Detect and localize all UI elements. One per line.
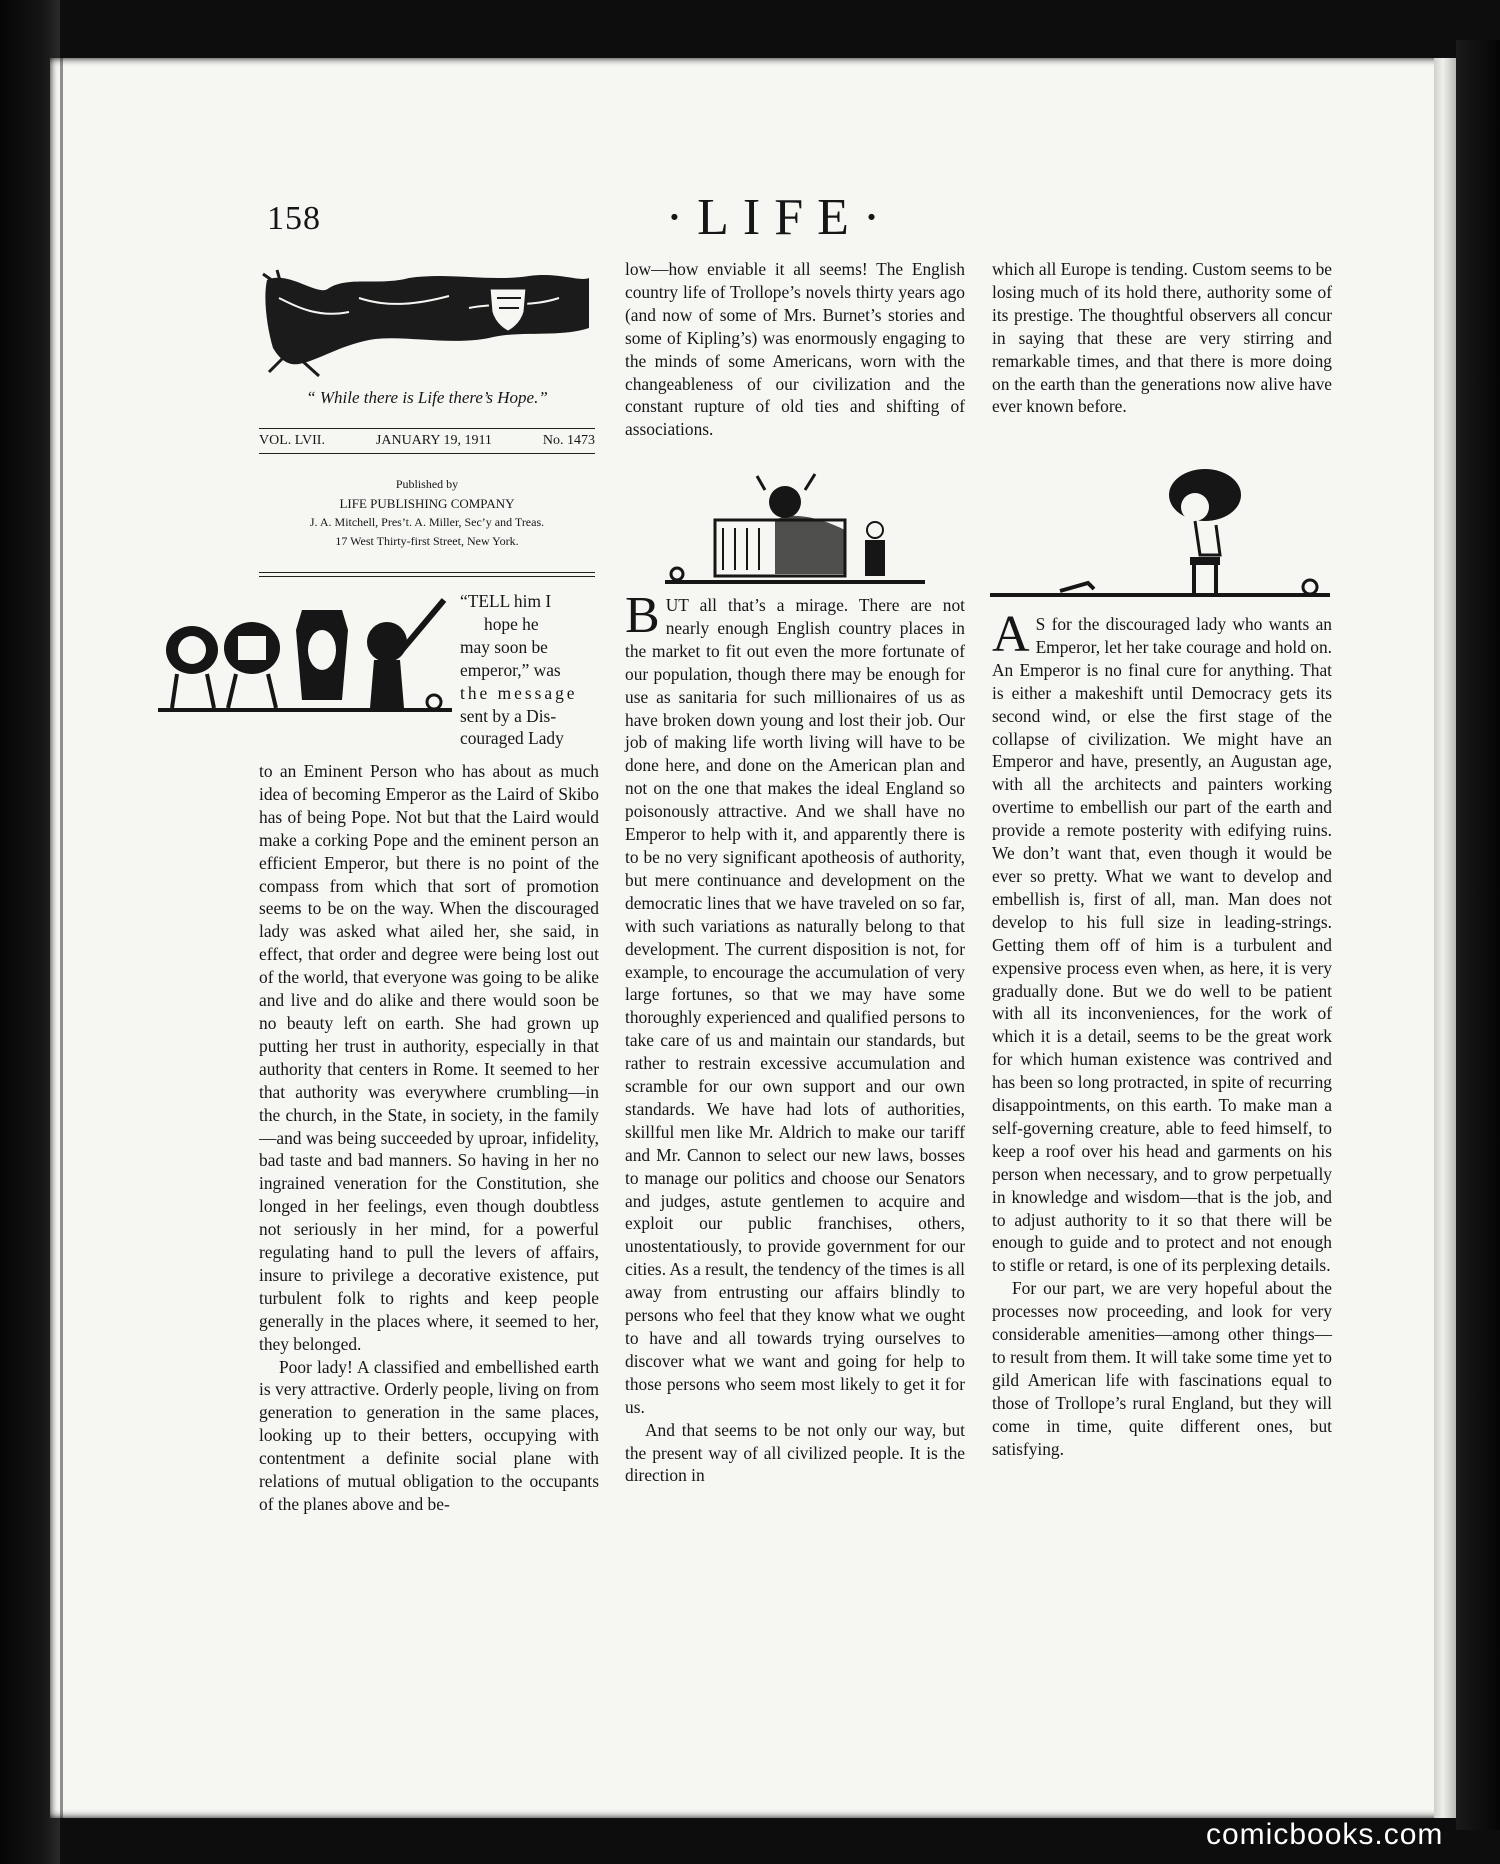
paragraph: Poor lady! A classified and embellished earth is very attractive. Orderly people, living on from generation to generation in the same places, looking up to their betters, occupying with contentment a definite social plane with relations of mutual obligation to the occupants of the planes above and be- (259, 1356, 599, 1514)
motto: “ While there is Life there’s Hope.” (306, 388, 548, 407)
paragraph: to an Eminent Person who has about as much idea of becoming Emperor as the Laird of Skibo has of being Pope. Not but that the Laird would make a corking Pope and the eminent person an efficient Emperor, but there is no point of the compass from which that sort of promotion seems to be on the way. When the discouraged lady was asked what ailed her, she said, in effect, that order and degree were being lost out of the world, that everyone was going to be alike and live and do alike and there would soon be no beauty left on earth. She had grown up putting her trust in authority, especially in that authority that centers in Rome. It seemed to her that authority was everywhere crumbling—in the church, in the State, in society, in the family—and was being succeeded by uproar, infidelity, bad taste and bad manners. So having in her no ingrained veneration for the Constitution, she longed in her feelings, even though doubtless not seriously in her mind, for a powerful regulating hand to pull the levers of affairs, insure to privilege a decorative existence, put turbulent folk to rights and keep people generally in the places where, it seemed to her, they belonged. (259, 761, 599, 1354)
page-right-edge (1434, 58, 1456, 1818)
volume-number: VOL. LVII. (259, 433, 325, 448)
lady-on-stool-illustration (990, 465, 1330, 605)
issue-date: JANUARY 19, 1911 (375, 433, 492, 448)
drop-cap: B (625, 587, 660, 644)
column-2 (625, 587, 966, 1487)
paragraph (992, 606, 1332, 1277)
masthead-title: ·LIFE· (665, 189, 895, 246)
column-3-top (992, 258, 1332, 418)
spine-line (60, 58, 63, 1818)
volume-line (259, 428, 595, 454)
publisher-name: LIFE PUBLISHING COMPANY (339, 496, 515, 511)
paragraph: And that seems to be not only our way, but the present way of all civilized people. It is the direction in (625, 1419, 965, 1486)
publisher-address: 17 West Thirty-first Street, New York. (335, 534, 519, 548)
opening-line: hope he (484, 613, 539, 634)
column-1 (259, 760, 599, 1516)
paragraph: For our part, we are very hopeful about the processes now proceeding, and look for very considerable amenities—among other things—to result from them. It will take some time yet to gild American life with fascinations equal to those of Trollope’s rural England, but they will come in time, quite different ones, but satisfying. (992, 1278, 1332, 1459)
opening-lines (460, 590, 600, 750)
opening-line: couraged Lady (460, 728, 564, 749)
opening-line: “TELL him I (460, 591, 552, 611)
opening-line: the message (460, 682, 578, 703)
page-number: 158 (267, 200, 321, 237)
paragraph: which all Europe is tending. Custom seems to be losing much of its hold there, authority some of its prestige. The thoughtful observers all concur in saying that these are very stirring and remarkable times, and that there is more doing on the earth than the generations now alive have ever known before. (992, 259, 1332, 417)
opening-line: sent by a Dis- (460, 705, 557, 726)
paragraph (625, 587, 966, 1419)
header-rule (259, 572, 595, 577)
column-2-top (625, 258, 965, 441)
publisher-officers: J. A. Mitchell, Pres’t. A. Miller, Sec’y and Treas. (309, 515, 545, 529)
paragraph-text: S for the discouraged lady who wants an Emperor, let her take courage and hold on. An Emperor is no final cure for anything. That is either a makeshift until Democracy gets its second wind, or else the first stage of the collapse of civilization. We might have an Emperor and have, presently, an Augustan age, with all the architects and painters working overtime to embellish our part of the earth and provide a remote posterity with edifying ruins. We don’t want that, even though it would be ever so pretty. What we want to develop and embellish is, first of all, man. Man does not develop to his full size in leading-strings. Getting them off of him is a turbulent and expensive process even when, as here, it is very gradually done. But we do well to be patient with all its inconveniences, for the work of which it is a detail, seems to be the great work for which human existence was contrived and has been so long protracted, in spite of recurring disappointments, on this earth. To make man a self-governing creature, able to feed himself, to keep a roof over his head and garments on his person when necessary, and to grow perpetually in knowledge and wisdom—that is the job, and to adjust authority to it so that there will be enough to guide and to protect and not enough to stifle or retard, is one of its perplexing details. (992, 614, 1332, 1276)
paragraph-text: UT all that’s a mirage. There are not nearly enough English country places in the market to fit out even the more fortunate of our population, though there may be enough for use as sanitaria for such millionaires of us as have broken down young and lost their job. Our job of making life worth living will have to be done here, and done on the American plan and not on the one that makes the ideal England so poisonously attractive. And we shall have no Emperor to help with it, and apparently there is to be no very significant apotheosis of authority, but mere continuance and development on the democratic lines that we have traveled on so far, with such variations as naturally belong to that development. The current disposition is not, for example, to encourage the accumulation of very large fortunes, so that we may have some thoroughly experienced and qualified persons to take care of us and maintain our standards, but rather to restrain excessive accumulation and scramble for our own support and our own standards. We have had lots of authorities, skillful men like Mr. Aldrich to make our tariff and Mr. Cannon to select our new laws, bosses to manage our politics and choose our Senators and judges, astute gentlemen to acquire and exploit our public franchises, others, unostentatiously, to provide government for our cities. As a result, the tendency of the times is all away from entrusting our affairs blindly to persons who feel that they know what we ought to have and all towards trying ourselves to discover what we want and going for help to those persons who seem most likely to get it for us. (625, 595, 966, 1417)
scan-right-edge (1456, 40, 1500, 1830)
paragraph: low—how enviable it all seems! The English country life of Trollope’s novels thirty years ago (and now of some of Mrs. Burnet’s stories and some of Kipling’s) was enormously engaging to the minds of some Americans, worn with the changeableness of our civilization and the constant rupture of old ties and shifting of associations. (625, 259, 965, 440)
publisher-block (259, 475, 595, 551)
drop-cap: A (992, 606, 1030, 663)
issue-number: No. 1473 (542, 433, 595, 448)
opening-line: may soon be (460, 636, 548, 657)
bed-illustration (665, 470, 925, 590)
published-by-label: Published by (395, 477, 459, 491)
opening-line: emperor,” was (460, 659, 561, 680)
masthead-illustration (259, 268, 595, 378)
procession-illustration (152, 590, 452, 720)
column-3 (992, 606, 1332, 1461)
watermark-text: comicbooks.com (1206, 1818, 1444, 1851)
